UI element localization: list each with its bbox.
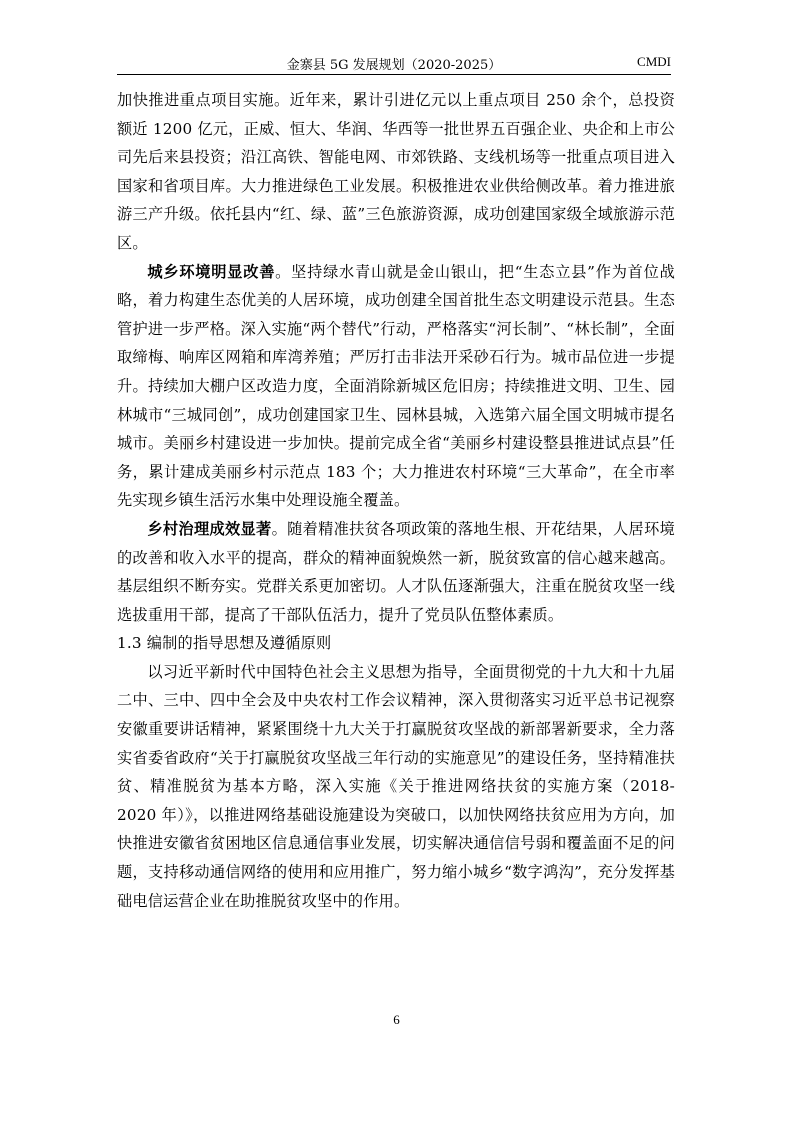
page-number: 6 — [393, 1012, 400, 1027]
section-heading: 1.3 编制的指导思想及遵循原则 — [117, 634, 332, 653]
paragraph-urban-rural-environment — [117, 258, 675, 515]
page-header — [117, 50, 671, 75]
paragraph-text-governance: 。随着精准扶贫各项政策的落地生根、开花结果，人居环境的改善和收入水平的提高，群众的精神面貌焕然一新，脱贫致富的信心越来越高。基层组织不断夯实。党群关系更加密切。人才队伍逐渐强大，注重在脱贫攻坚一线选拔重用干部，提高了干部队伍活力，提升了党员队伍整体素质。 — [117, 519, 675, 624]
paragraph-lead-environment: 城乡环境明显改善 — [147, 262, 276, 281]
paragraph-text-environment: 。坚持绿水青山就是金山银山，把“生态立县”作为首位战略，着力构建生态优美的人居环境，成功创建全国首批生态文明建设示范县。生态管护进一步严格。深入实施“两个替代”行动，严格落实“河长制”、“林长制”，全面取缔梅、响库区网箱和库湾养殖；严厉打击非法开采砂石行为。城市品位进一步提升。持续加大棚户区改造力度，全面消除新城区危旧房；持续推进文明、卫生、园林城市“三城同创”，成功创建国家卫生、园林县城，入选第六届全国文明城市提名城市。美丽乡村建设进一步加快。提前完成全省“美丽乡村建设整县推进试点县”任务，累计建成美丽乡村示范点 183 个；大力推进农村环境“三大革命”，在全市率先实现乡镇生活污水集中处理设施全覆盖。 — [117, 262, 675, 510]
header-title: 金寨县 5G 发展规划（2020-2025） — [286, 58, 502, 73]
paragraph-key-projects: 加快推进重点项目实施。近年来，累计引进亿元以上重点项目 250 余个，总投资额近 1200 亿元，正威、恒大、华润、华西等一批世界五百强企业、央企和上市公司先后来县投资；沿江高铁、智能电网、市郊铁路、支线机场等一批重点项目进入国家和省项目库。大力推进绿色工业发展。积极推进农业供给侧改革。着力推进旅游三产升级。依托县内“红、绿、蓝”三色旅游资源，成功创建国家级全域旅游示范区。 — [117, 91, 675, 252]
header-org: CMDI — [637, 54, 671, 69]
paragraph-lead-governance: 乡村治理成效显著 — [147, 519, 272, 538]
paragraph-rural-governance — [117, 515, 675, 629]
paragraph-guiding-principles: 以习近平新时代中国特色社会主义思想为指导，全面贯彻党的十九大和十九届二中、三中、四中全会及中央农村工作会议精神，深入贯彻落实习近平总书记视察安徽重要讲话精神，紧紧围绕十九大关于打赢脱贫攻坚战的新部署新要求，全力落实省委省政府“关于打赢脱贫攻坚战三年行动的实施意见”的建设任务，坚持精准扶贫、精准脱贫为基本方略，深入实施《关于推进网络扶贫的实施方案（2018-2020 年）》，以推进网络基础设施建设为突破口，以加快网络扶贫应用为方向，加快推进安徽省贫困地区信息通信事业发展，切实解决通信信号弱和覆盖面不足的问题，支持移动通信网络的使用和应用推广，努力缩小城乡“数字鸿沟”，充分发挥基础电信运营企业在助推脱贫攻坚中的作用。 — [117, 662, 675, 910]
document-body — [117, 86, 675, 915]
